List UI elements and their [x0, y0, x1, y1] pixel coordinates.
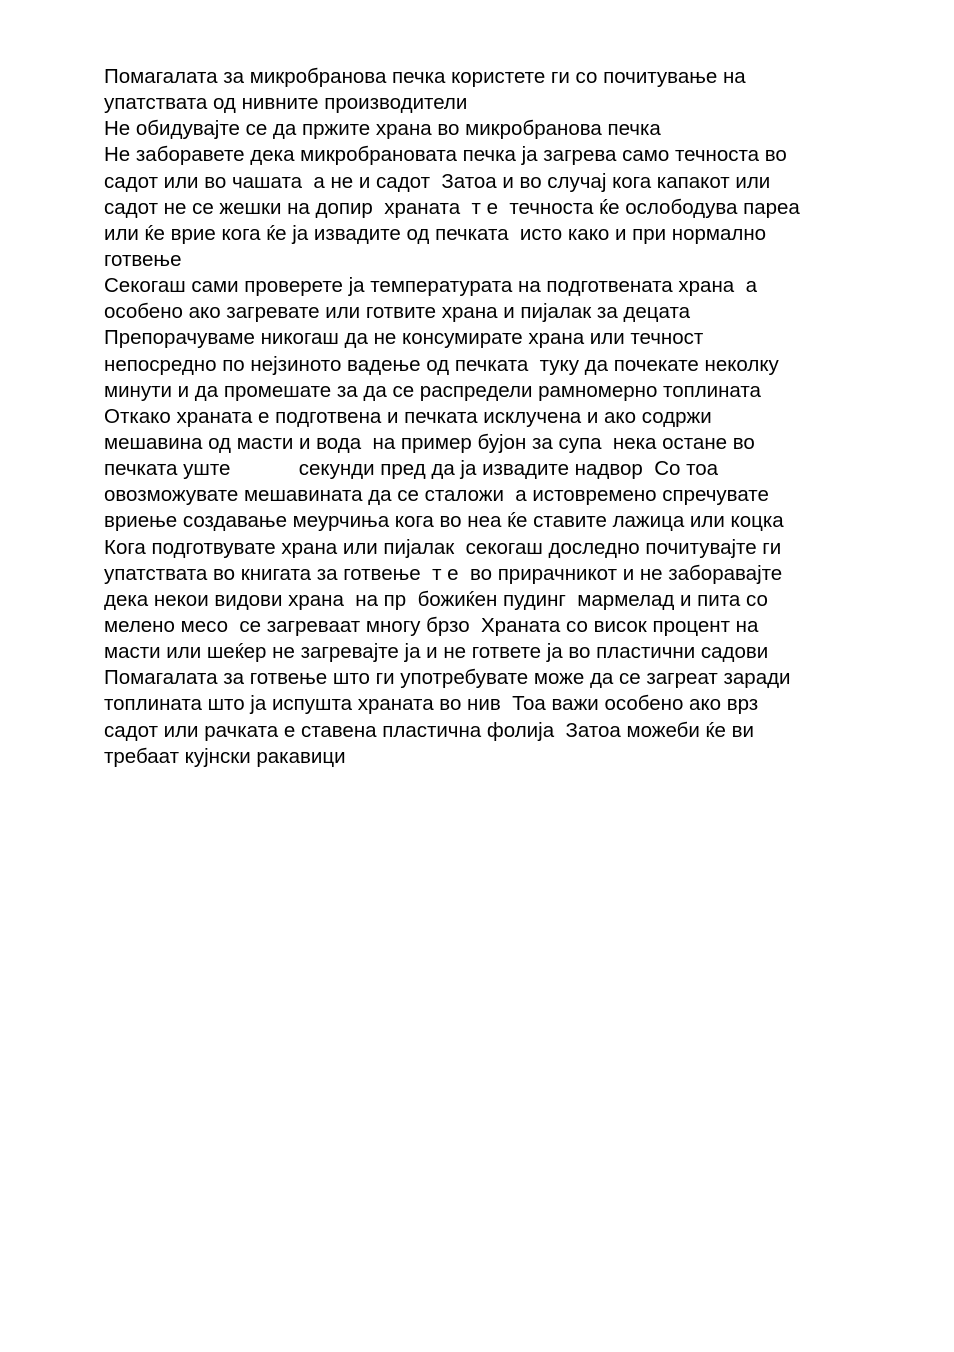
text-line: готвење	[104, 247, 182, 271]
text-line: садот или рачката е ставена пластична фолија Затоа можеби ќе ви	[104, 718, 754, 742]
instructions-text	[104, 64, 904, 770]
text-line: дека некои видови храна на пр божиќен пудинг мармелад и пита со	[104, 587, 768, 611]
text-line: минути и да промешате за да се распредели рамномерно топлината	[104, 378, 761, 402]
text-line: печката уште секунди пред да ја извадите надвор Со тоа	[104, 457, 719, 481]
text-line: Не заборавете дека микробрановата печка ја загрева само течноста во	[104, 143, 787, 167]
text-line: масти или шеќер не загревајте ја и не гответе ја во пластични садови	[104, 640, 769, 664]
text-line: мешавина од масти и вода на пример бујон за супа нека остане во	[104, 430, 755, 454]
text-line: Препорачуваме никогаш да не консумирате храна или течност	[104, 326, 704, 350]
text-line: упатствата во книгата за готвење т е во прирачникот и не заборавајте	[104, 561, 783, 585]
text-line: садот или во чашата а не и садот Затоа и во случај кога капакот или	[104, 169, 771, 193]
text-line: или ќе врие кога ќе ја извадите од печката исто како и при нормално	[104, 221, 767, 245]
text-line: топлината што ја испушта храната во нив Тоа важи особено ако врз	[104, 692, 759, 716]
text-line: непосредно по нејзиното вадење од печката туку да почекате неколку	[104, 352, 779, 376]
text-line: Не обидувајте се да пржите храна во микробранова печка	[104, 117, 661, 141]
text-line: Секогаш сами проверете ја температурата на подготвената храна а	[104, 274, 757, 298]
text-line: Кога подготвувате храна или пијалак секогаш доследно почитувајте ги	[104, 535, 782, 559]
text-line: Помагалата за микробранова печка користете ги со почитување на	[104, 65, 746, 88]
text-line: Откако храната е подготвена и печката исклучена и ако содржи	[104, 404, 712, 428]
text-line: садот не се жешки на допир храната т е течноста ќе ослободува пареа	[104, 195, 800, 219]
text-line: мелено месо се загреваат многу брзо Храната со висок процент на	[104, 613, 759, 637]
text-line: Помагалата за готвење што ги употребувате може да се загреат заради	[104, 666, 791, 690]
text-line: упатствата од нивните производители	[104, 91, 468, 115]
text-line: особено ако загревате или готвите храна и пијалак за децата	[104, 300, 691, 324]
text-line: вриење создавање меурчиња кога во неа ќе ставите лажица или коцка	[104, 509, 784, 533]
text-line: овозможувате мешавината да се сталожи а истовремено спречувате	[104, 483, 769, 507]
text-line: требаат кујнски ракавици	[104, 744, 346, 768]
